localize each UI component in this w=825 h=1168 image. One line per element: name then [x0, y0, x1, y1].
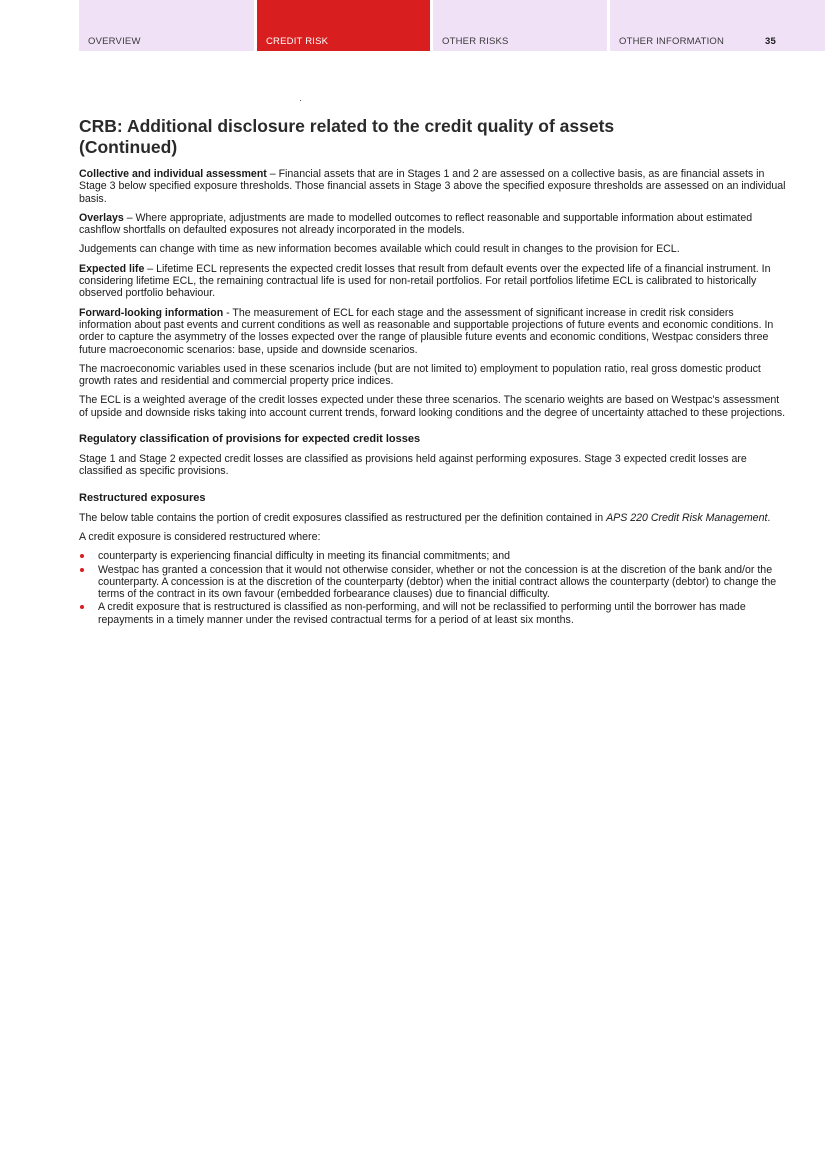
heading-restructured: Restructured exposures	[79, 491, 206, 504]
list-item	[79, 564, 787, 601]
paragraph-forward-looking	[79, 307, 787, 356]
bullet-icon	[80, 554, 84, 558]
list-item	[79, 601, 787, 626]
section-tabs	[79, 0, 825, 51]
page-number: 35	[765, 36, 776, 47]
aps-reference: APS 220 Credit Risk Management	[606, 511, 768, 524]
tab-overview-label: OVERVIEW	[88, 36, 141, 47]
bullet-icon	[80, 568, 84, 572]
tab-credit-risk-label: CREDIT RISK	[266, 36, 329, 47]
bullet-icon	[80, 605, 84, 609]
tab-other-risks-label: OTHER RISKS	[442, 36, 509, 47]
restructured-intro-end: .	[767, 511, 771, 524]
heading-regulatory: Regulatory classification of provisions for expected credit losses	[79, 433, 421, 446]
term-expected-life: Expected life	[79, 262, 145, 275]
stray-dot	[300, 100, 301, 101]
body-overlays: – Where appropriate, adjustments are made to modelled outcomes to reflect reasonable and supportable information about estimated cashflow shortfalls on defaulted exposures not already incorporated in the models.	[79, 211, 753, 237]
body-forward-looking: - The measurement of ECL for each stage and the assessment of significant increase in credit risk considers information about past events and current conditions as well as reasonable and supportable projections of future events and economic conditions. In order to capture the asymmetry of the losses expected over the range of plausible future events and economic conditions, Westpac considers three future macroeconomic scenarios: base, upside and downside scenarios.	[79, 306, 774, 356]
paragraph-judgements: Judgements can change with time as new information becomes available which could result in changes to the provision for ECL.	[79, 243, 680, 256]
paragraph-restructured-where: A credit exposure is considered restructured where:	[79, 530, 321, 543]
paragraph-expected-life	[79, 263, 787, 300]
main-content	[79, 116, 787, 627]
tab-credit-risk[interactable]	[257, 0, 430, 51]
paragraph-collective	[79, 168, 787, 205]
term-overlays: Overlays	[79, 211, 124, 224]
list-item	[79, 550, 787, 562]
tab-other-risks[interactable]	[433, 0, 607, 51]
body-collective: – Financial assets that are in Stages 1 and 2 are assessed on a collective basis, as are financial assets in Stage 3 below specified exposure thresholds. Those financial assets in Stage 3 above the specified exposure thresholds are assessed on an individual basis.	[79, 168, 786, 205]
term-forward-looking: Forward-looking information	[79, 306, 224, 319]
restructured-intro-text: The below table contains the portion of credit exposures classified as restructured per the definition contained in	[79, 511, 607, 524]
term-collective: Collective and individual assessment	[79, 168, 267, 180]
tab-other-information-label: OTHER INFORMATION	[619, 36, 725, 47]
paragraph-overlays	[79, 212, 787, 237]
page-title: CRB: Additional disclosure related to the credit quality of assets (Continued)	[79, 116, 615, 157]
paragraph-weighted: The ECL is a weighted average of the credit losses expected under these three scenarios. The scenario weights are based on Westpac's assessment of upside and downside risks taking into account current trends, forward looking conditions and the degree of uncertainty attached to these projections.	[79, 394, 786, 419]
paragraph-restructured-intro	[79, 512, 787, 524]
tab-other-information[interactable]	[610, 0, 825, 51]
restructured-criteria-list	[79, 550, 787, 626]
paragraph-macro: The macroeconomic variables used in these scenarios include (but are not limited to) employment to population ratio, real gross domestic product growth rates and residential and commercial property price indices.	[79, 362, 761, 388]
list-item-text: A credit exposure that is restructured is classified as non-performing, and will not be reclassified to performing until the borrower has made repayments in a timely manner under the revised contractual terms for a period of at least six months.	[98, 601, 746, 626]
list-item-text: counterparty is experiencing financial difficulty in meeting its financial commitments; and	[98, 550, 510, 563]
body-expected-life: – Lifetime ECL represents the expected credit losses that result from default events over the expected life of a financial instrument. In considering lifetime ECL, the remaining contractual life is used for non-retail portfolios. For retail portfolios lifetime ECL is calibrated to historically observed portfolio behaviour.	[79, 262, 771, 300]
paragraph-regulatory: Stage 1 and Stage 2 expected credit losses are classified as provisions held against performing exposures. Stage 3 expected credit losses are classified as specific provisions.	[79, 453, 747, 478]
list-item-text: Westpac has granted a concession that it would not otherwise consider, whether or not the concession is at the discretion of the bank and/or the counterparty. A concession is at the discretion of the counterparty (debtor) when the initial contract allows the counterparty (debtor) to change the terms of the contract in its own favour (embedded forbearance clauses) due to financial difficulty.	[98, 563, 777, 601]
tab-overview[interactable]	[79, 0, 254, 51]
